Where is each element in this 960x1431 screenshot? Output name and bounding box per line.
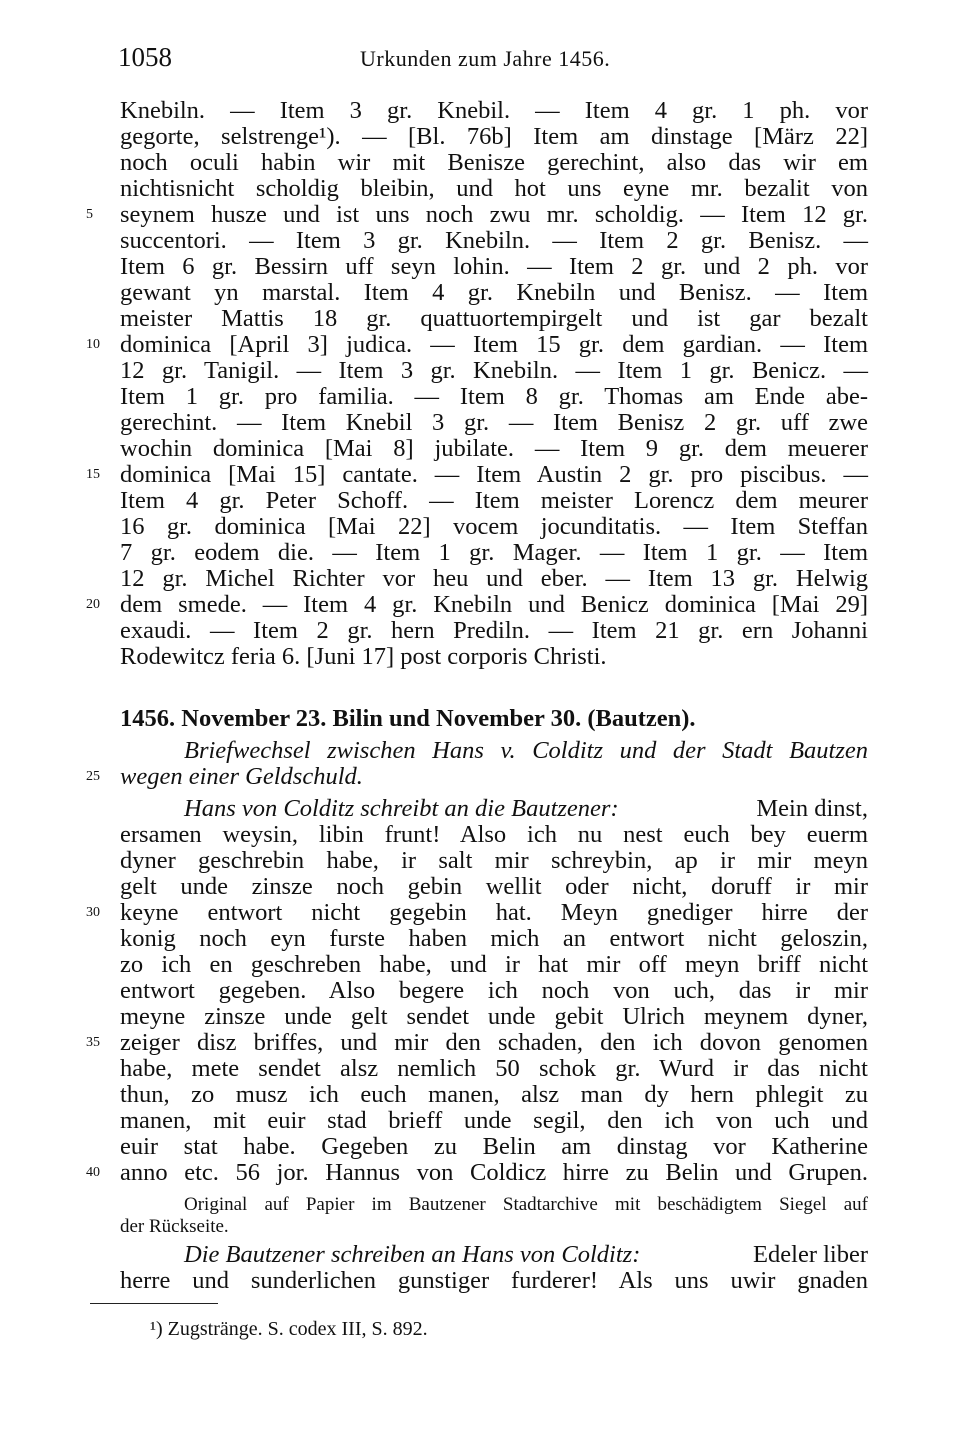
footnote: ¹) Zugstränge. S. codex III, S. 892. (150, 1318, 428, 1340)
text-line: exaudi. — Item 2 gr. hern Prediln. — Item 21 gr. ern Johanni (120, 617, 868, 644)
letter-first-line (184, 796, 868, 822)
text-line: wochin dominica [Mai 8] jubilate. — Item 9 gr. dem meuerer (120, 435, 868, 462)
text-line: Item 1 gr. pro familia. — Item 8 gr. Thomas am Ende abe- (120, 383, 868, 410)
letter-line: manen, mit euir stad brieff unde segil, den ich von uch und (120, 1107, 868, 1134)
text-line: dominica [April 3] judica. — Item 15 gr. dem gardian. — Item (120, 331, 868, 358)
letter-line: anno etc. 56 jor. Hannus von Coldicz hirre zu Belin und Grupen. (120, 1159, 868, 1186)
section-heading: 1456. November 23. Bilin und November 30. (Bautzen). (120, 705, 696, 732)
letter-line: meyne zinsze unde gelt sendet unde gebit Ulrich meynem dyner, (120, 1003, 868, 1030)
line-number: 5 (86, 207, 93, 222)
summary-line: Briefwechsel zwischen Hans v. Colditz und der Stadt Bautzen (184, 737, 868, 764)
text-line: noch oculi habin wir mit Benisze gerechint, also das wir em (120, 149, 868, 176)
line-number: 40 (86, 1165, 100, 1180)
letter-intro: Hans von Colditz schreibt an die Bautzener: (184, 795, 619, 822)
letter-intro: Die Bautzener schreiben an Hans von Colditz: (184, 1241, 641, 1268)
text-line: seynem husze und ist uns noch zwu mr. scholdig. — Item 12 gr. (120, 201, 868, 228)
text-line: gegorte, selstrenge¹). — [Bl. 76b] Item am dinstage [März 22] (120, 123, 868, 150)
letter-line: konig noch eyn furste haben mich an entwort nicht geloszin, (120, 925, 868, 952)
text-line: dominica [Mai 15] cantate. — Item Austin 2 gr. pro piscibus. — (120, 461, 868, 488)
letter-line: habe, mete sendet alsz nemlich 50 schok gr. Wurd ir das nicht (120, 1055, 868, 1082)
text-line: succentori. — Item 3 gr. Knebiln. — Item 2 gr. Benisz. — (120, 227, 868, 254)
page-number: 1058 (118, 42, 172, 72)
text-line: Knebiln. — Item 3 gr. Knebil. — Item 4 gr. 1 ph. vor (120, 97, 868, 124)
letter-line: zeiger disz briffes, und mir den schaden, den ich dovon genomen (120, 1029, 868, 1056)
text-line: 12 gr. Tanigil. — Item 3 gr. Knebiln. — Item 1 gr. Benicz. — (120, 357, 868, 384)
text-line: nichtisnicht scholdig bleibin, und hot uns eyne mr. bezalit von (120, 175, 868, 202)
text-line: 12 gr. Michel Richter vor heu und eber. — Item 13 gr. Helwig (120, 565, 868, 592)
letter-line: euir stat habe. Gegeben zu Belin am dinstag vor Katherine (120, 1133, 868, 1160)
text-line: Item 4 gr. Peter Schoff. — Item meister Lorencz dem meurer (120, 487, 868, 514)
letter-text: Edeler liber (753, 1241, 868, 1268)
source-note: Original auf Papier im Bautzener Stadtarchive mit beschädigtem Siegel auf (184, 1194, 868, 1215)
letter-first-line (184, 1242, 868, 1268)
line-number: 35 (86, 1035, 100, 1050)
text-line: 16 gr. dominica [Mai 22] vocem jocunditatis. — Item Steffan (120, 513, 868, 540)
line-number: 25 (86, 769, 100, 784)
letter-line: entwort gegeben. Also begere ich noch von uch, das ir mir (120, 977, 868, 1004)
letter-line: thun, zo musz ich euch manen, alsz man dy hern phlegit zu (120, 1081, 868, 1108)
line-number: 15 (86, 467, 100, 482)
letter-text: Mein dinst, (756, 795, 868, 822)
text-line: dem smede. — Item 4 gr. Knebiln und Benicz dominica [Mai 29] (120, 591, 868, 618)
text-line: gerechint. — Item Knebil 3 gr. — Item Benisz 2 gr. uff zwe (120, 409, 868, 436)
running-title: Urkunden zum Jahre 1456. (360, 46, 611, 71)
letter-line: dyner geschrebin habe, ir salt mir schreybin, ap ir mir meyn (120, 847, 868, 874)
source-note: der Rückseite. (120, 1216, 229, 1237)
page-header (118, 42, 868, 78)
text-line: Item 6 gr. Bessirn uff seyn lohin. — Item 2 gr. und 2 ph. vor (120, 253, 868, 280)
text-line: 7 gr. eodem die. — Item 1 gr. Mager. — Item 1 gr. — Item (120, 539, 868, 566)
line-number: 20 (86, 597, 100, 612)
line-number: 30 (86, 905, 100, 920)
letter-line: gelt unde zinsze noch gebin wellit oder nicht, doruff ir mir (120, 873, 868, 900)
line-number: 10 (86, 337, 100, 352)
text-line: gewant yn marstal. Item 4 gr. Knebiln und Benisz. — Item (120, 279, 868, 306)
letter-line: herre und sunderlichen gunstiger furderer! Als uns uwir gnaden (120, 1267, 868, 1294)
text-line: meister Mattis 18 gr. quattuortempirgelt und ist gar bezalt (120, 305, 868, 332)
text-line: Rodewitcz feria 6. [Juni 17] post corporis Christi. (120, 643, 607, 670)
summary-line: wegen einer Geldschuld. (120, 763, 363, 790)
letter-line: ersamen weysin, libin frunt! Also ich nu nest euch bey euerm (120, 821, 868, 848)
letter-line: zo ich en geschreben habe, und ir hat mir off meyn briff nicht (120, 951, 868, 978)
footnote-rule (90, 1303, 218, 1304)
letter-line: keyne entwort nicht gegebin hat. Meyn gnediger hirre der (120, 899, 868, 926)
